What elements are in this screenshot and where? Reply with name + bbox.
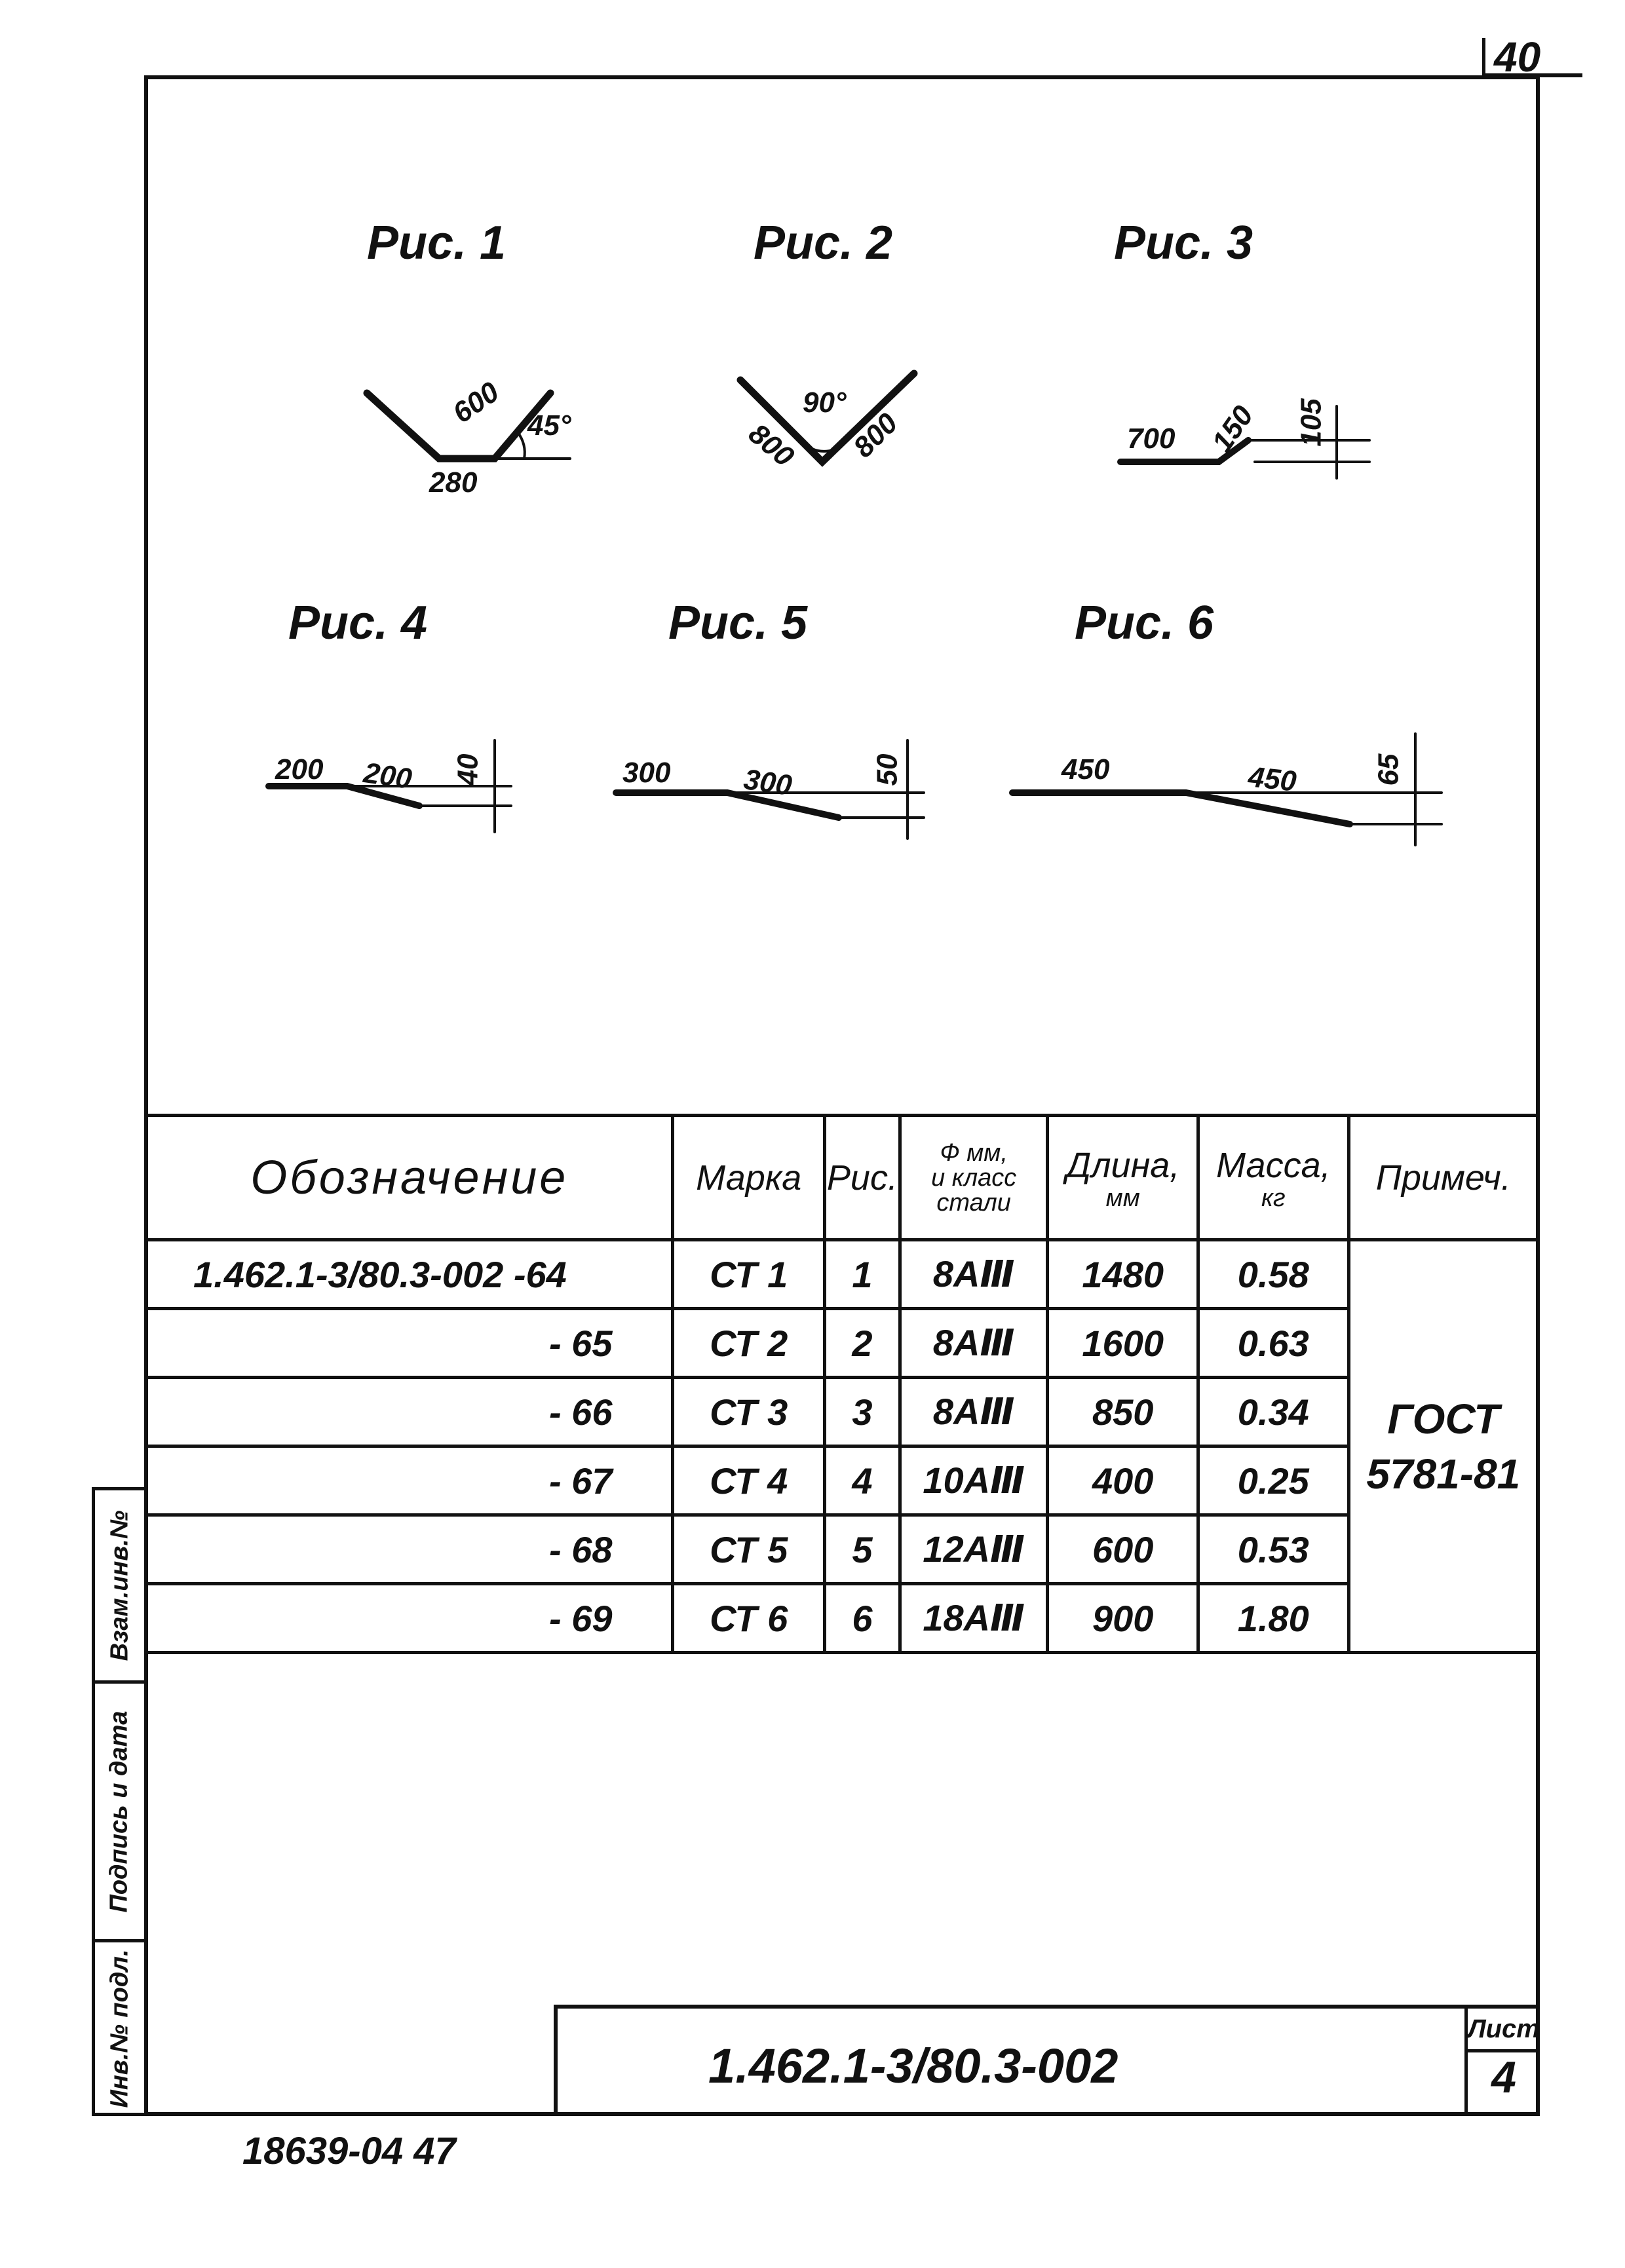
cell-length: 1600 bbox=[1048, 1309, 1198, 1378]
cell-steel: 18АⅢ bbox=[900, 1584, 1047, 1653]
cell-mass: 1.80 bbox=[1198, 1584, 1348, 1653]
cell-mark: СТ 6 bbox=[673, 1584, 824, 1653]
table-row bbox=[146, 1378, 1539, 1446]
note-standard: ГОСТ bbox=[1387, 1395, 1500, 1443]
cell-fig: 5 bbox=[824, 1515, 900, 1584]
cell-designation: - 68 bbox=[146, 1515, 673, 1584]
fig2-dim-left: 800 bbox=[742, 417, 800, 473]
header-mass: Масса, кг bbox=[1198, 1116, 1348, 1240]
cell-steel: 10АⅢ bbox=[900, 1446, 1047, 1515]
margin-strip bbox=[92, 1487, 144, 2116]
fig3-dim-offset: 105 bbox=[1295, 398, 1328, 447]
figure-2-title: Рис. 2 bbox=[754, 217, 893, 269]
cell-length: 600 bbox=[1048, 1515, 1198, 1584]
fig5-dim-a: 300 bbox=[622, 757, 671, 789]
cell-mark: СТ 4 bbox=[673, 1446, 824, 1515]
cell-fig: 4 bbox=[824, 1446, 900, 1515]
side-cell-inventory bbox=[95, 1942, 144, 2114]
cell-designation: - 69 bbox=[146, 1584, 673, 1653]
fig2-dim-angle: 90° bbox=[803, 387, 847, 419]
cell-designation: - 67 bbox=[146, 1446, 673, 1515]
figure-5-title: Рис. 5 bbox=[668, 597, 808, 649]
cell-mass: 0.53 bbox=[1198, 1515, 1348, 1584]
fig6-dim-b: 450 bbox=[1246, 761, 1298, 798]
header-mark: Марка bbox=[673, 1116, 824, 1240]
cell-length: 900 bbox=[1048, 1584, 1198, 1653]
fig4-dim-offset: 40 bbox=[451, 753, 484, 786]
side-label-inventory: Инв.№ подл. bbox=[105, 1948, 134, 2108]
header-note: Примеч. bbox=[1348, 1116, 1538, 1240]
figure-6-sketch bbox=[1012, 734, 1442, 845]
header-steel: Ф мм, и класс стали bbox=[900, 1116, 1047, 1240]
cell-mass: 0.34 bbox=[1198, 1378, 1348, 1446]
corner-sheet-number: 40 bbox=[1494, 33, 1541, 81]
header-fig: Рис. bbox=[824, 1116, 900, 1240]
fig1-dim-base: 280 bbox=[429, 466, 478, 499]
cell-mass: 0.25 bbox=[1198, 1446, 1348, 1515]
cell-length: 1480 bbox=[1048, 1240, 1198, 1309]
sheet-number: 4 bbox=[1491, 2052, 1516, 2102]
figure-6-title: Рис. 6 bbox=[1075, 597, 1214, 649]
fig3-dim-bend: 150 bbox=[1206, 400, 1260, 458]
cell-note bbox=[1348, 1240, 1538, 1653]
fig4-dim-b: 200 bbox=[362, 757, 414, 795]
specification-table bbox=[144, 1114, 1540, 1654]
table-row bbox=[146, 1584, 1539, 1653]
cell-steel: 8АⅢ bbox=[900, 1378, 1047, 1446]
figure-3-title: Рис. 3 bbox=[1114, 217, 1253, 269]
fig2-dim-right: 800 bbox=[847, 407, 904, 464]
title-block bbox=[554, 2005, 1540, 2116]
header-designation: Обозначение bbox=[146, 1116, 673, 1240]
cell-steel: 12АⅢ bbox=[900, 1515, 1047, 1584]
sheet-label: Лист bbox=[1468, 2009, 1540, 2052]
cell-mark: СТ 2 bbox=[673, 1309, 824, 1378]
cell-fig: 2 bbox=[824, 1309, 900, 1378]
table-row bbox=[146, 1515, 1539, 1584]
cell-designation: 1.462.1-3/80.3-002 -64 bbox=[146, 1240, 673, 1309]
table-header-row bbox=[146, 1116, 1539, 1240]
cell-designation: - 65 bbox=[146, 1309, 673, 1378]
header-length: Длина, мм bbox=[1048, 1116, 1198, 1240]
table-row bbox=[146, 1446, 1539, 1515]
cell-length: 850 bbox=[1048, 1378, 1198, 1446]
fig6-dim-a: 450 bbox=[1061, 753, 1110, 785]
cell-fig: 1 bbox=[824, 1240, 900, 1309]
cell-mark: СТ 3 bbox=[673, 1378, 824, 1446]
fig1-dim-leg: 600 bbox=[447, 375, 505, 430]
fig5-dim-offset: 50 bbox=[871, 753, 904, 786]
fig3-dim-straight: 700 bbox=[1127, 423, 1176, 455]
cell-mass: 0.58 bbox=[1198, 1240, 1348, 1309]
fig5-dim-b: 300 bbox=[742, 763, 794, 802]
cell-length: 400 bbox=[1048, 1446, 1198, 1515]
note-standard-number: 5781-81 bbox=[1366, 1450, 1521, 1498]
cell-mark: СТ 1 bbox=[673, 1240, 824, 1309]
cell-mark: СТ 5 bbox=[673, 1515, 824, 1584]
fig6-dim-offset: 65 bbox=[1372, 753, 1405, 786]
figure-1-title: Рис. 1 bbox=[367, 217, 507, 269]
table-row bbox=[146, 1309, 1539, 1378]
archive-number: 18639-04 47 bbox=[242, 2130, 456, 2172]
sheet-box bbox=[1464, 2009, 1540, 2116]
side-label-signature: Подпись и дата bbox=[105, 1710, 133, 1913]
table-row bbox=[146, 1240, 1539, 1309]
cell-steel: 8АⅢ bbox=[900, 1240, 1047, 1309]
side-label-interchange: Взам.инв.№ bbox=[105, 1510, 134, 1661]
fig4-dim-a: 200 bbox=[275, 753, 324, 785]
cell-steel: 8АⅢ bbox=[900, 1309, 1047, 1378]
side-cell-signature bbox=[95, 1684, 144, 1942]
fig1-dim-angle: 45° bbox=[527, 409, 571, 442]
figure-4-title: Рис. 4 bbox=[288, 597, 428, 649]
cell-designation: - 66 bbox=[146, 1378, 673, 1446]
side-cell-interchange bbox=[95, 1490, 144, 1684]
cell-mass: 0.63 bbox=[1198, 1309, 1348, 1378]
document-code: 1.462.1-3/80.3-002 bbox=[708, 2039, 1118, 2093]
cell-fig: 3 bbox=[824, 1378, 900, 1446]
cell-fig: 6 bbox=[824, 1584, 900, 1653]
